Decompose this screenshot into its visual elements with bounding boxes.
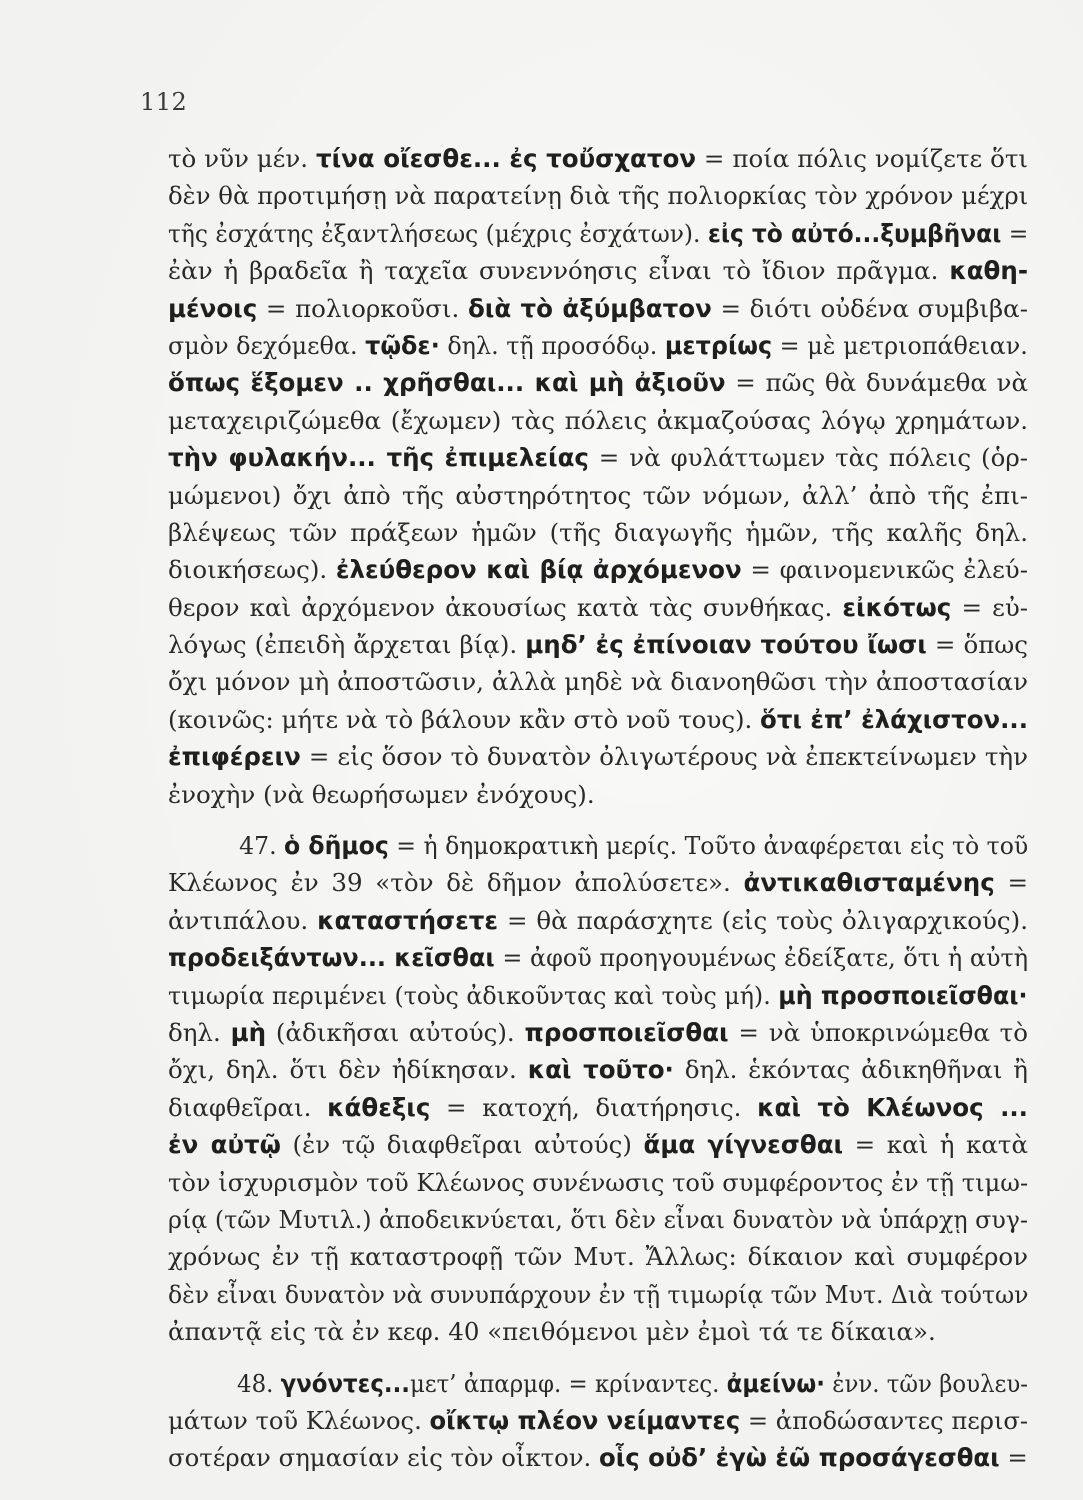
page-number: 112 [140,88,188,116]
text-run: ρίᾳ (τῶν Μυτιλ.) ἀποδεικνύεται, ὅτι δὲν εἶναι δυνατὸν νὰ ὑπάρχῃ συγ- [168,1204,1028,1234]
bold-term: καθη- [949,256,1028,286]
bold-term: ἐν αὐτῷ [168,1130,281,1160]
text-run: = καὶ ἡ κατὰ [843,1130,1028,1160]
text-run: = εἰς ὅσον τὸ δυνατὸν ὀλιγωτέρους νὰ ἐπεκτείνωμεν τὴν [300,742,1028,772]
text-run: τὸ νῦν μέν. [168,144,316,173]
bold-term: μὴ προσποιεῖσθαι· [778,980,1028,1010]
bold-term: ἀντικαθισταμένης [743,868,995,898]
text-run: τὸν ἰσχυρισμὸν τοῦ Κλέωνος συνένωσις τοῦ συμφέροντος ἐν τῇ τιμω- [168,1167,1029,1197]
text-run: διοικήσεως). [168,555,336,585]
bold-term: προσποιεῖσθαι [524,1017,729,1047]
text-run: = ποία πόλις νομίζετε ὅτι [696,144,1028,173]
text-line [168,402,1028,439]
bold-term: προδειξάντων... κεῖσθαι [168,943,495,973]
text-run: δηλ. τῇ προσόδῳ. [439,330,665,360]
text-line [168,626,1028,663]
text-run: 47. [239,831,285,861]
text-run: δὲν θὰ προτιμήσῃ νὰ παρατείνῃ διὰ τῆς πολιορκίας τὸν χρόνον μέχρι [168,181,1029,211]
bold-term: τίνα οἴεσθε... ἐς τοὔσχατον [315,144,697,173]
text-line [168,140,1028,177]
text-run: διαφθεῖραι. [168,1092,328,1122]
text-run: (ἐν τῷ διαφθεῖραι αὐτούς) [280,1130,644,1160]
text-line [168,902,1028,939]
text-line [168,364,1028,401]
bold-term: εἰς τὸ αὐτό...ξυμβῆναι [707,218,1002,248]
text-line [168,551,1028,588]
text-line [168,738,1028,775]
bold-term: ἀμείνω· [726,1368,825,1398]
text-run: ἐὰν ἡ βραδεῖα ἢ ταχεῖα συνεννόησις εἶναι τὸ ἴδιον πρᾶγμα. [168,256,950,286]
text-line [168,939,1029,976]
text-run: ὄχι μόνον μὴ ἀποστῶσιν, ἀλλὰ μηδὲ νὰ διανοηθῶσι τὴν ἀποστασίαν [168,667,1028,697]
text-run: = [999,1443,1028,1473]
text-run: = ὅπως [926,630,1028,660]
text-run: = πολιορκοῦσι. [257,293,468,323]
paragraph-48-start [168,1365,1029,1402]
text-line [168,776,1028,813]
text-line [168,701,1028,738]
text-line [168,439,1028,476]
commentary-text [168,140,1028,1477]
bold-term: εἰκότως [842,592,952,622]
text-line [168,977,1028,1014]
bold-term: μετρίως [664,330,773,360]
text-run: = [994,868,1028,898]
text-run: δηλ. [168,1017,231,1047]
text-run: (ἀδικῆσαι αὐτούς). [266,1017,525,1047]
text-line [168,1439,1028,1476]
text-run: σοτέραν σημασίαν εἰς τὸν οἶκτον. [168,1443,600,1473]
text-line [168,663,1028,700]
text-run: ἀπαντᾷ εἰς τὰ ἐν κεφ. 40 «πειθόμενοι μὲν ἐμοὶ τά τε δίκαια». [168,1317,936,1347]
text-run: μεταχειριζώμεθα (ἔχωμεν) τὰς πόλεις ἀκμαζούσας λόγῳ χρημάτων. [168,405,1028,435]
text-line [168,252,1028,289]
paragraph-47-start [168,827,1029,864]
text-run: = πῶς θὰ δυνάμεθα νὰ [725,368,1028,398]
bold-term: διὰ τὸ ἀξύμβατον [467,293,712,323]
text-line [168,477,1028,514]
text-run: σμὸν δεχόμεθα. [168,330,366,360]
text-line [168,1126,1028,1163]
text-line [168,1402,1029,1439]
text-line [168,589,1028,626]
text-run: = ἀφοῦ προηγουμένως ἐδείξατε, ὅτι ἡ αὐτὴ [494,943,1029,973]
text-run: μώμενοι) ὄχι ἀπὸ τῆς αὐστηρότητος τῶν νόμων, ἀλλ’ ἀπὸ τῆς ἐπι- [168,480,1028,510]
text-run: χρόνως ἐν τῇ καταστροφῇ τῶν Μυτ. Ἄλλως: δίκαιον καὶ συμφέρον [168,1242,1028,1272]
text-line [168,215,1029,252]
text-run: = εὐ- [951,592,1028,622]
text-run: = ἀποδώσαντες περισ- [740,1405,1029,1435]
bold-term: ἅμα γίγνεσθαι [643,1130,844,1160]
bold-term: καταστήσετε [317,905,499,935]
text-run: = κατοχή, διατήρησις. [430,1092,758,1122]
text-line [168,1051,1028,1088]
text-run: = διότι οὐδένα συμβιβα- [711,293,1028,323]
bold-term: ὅτι ἐπ’ ἐλάχιστον... [760,704,1028,734]
text-run: ἐνοχὴν (νὰ θεωρήσωμεν ἐνόχους). [168,779,595,809]
bold-term: γνόντες... [280,1368,410,1398]
text-run: = θὰ παράσχητε (εἰς τοὺς ὀλιγαρχικούς). [498,905,1029,935]
bold-term: τῷδε· [365,330,440,360]
bold-term: ἐπιφέρειν [168,742,301,772]
text-run: 48. [237,1368,281,1398]
bold-term: κάθεξις [327,1092,431,1122]
text-run: = νὰ φυλάττωμεν τὰς πόλεις (ὁρ- [588,443,1029,473]
text-run: τῆς ἐσχάτης ἐξαντλήσεως (μέχρις ἐσχάτων). [168,218,708,248]
bold-term: οἷς οὐδ’ ἐγὼ ἐῶ προσάγεσθαι [599,1443,1000,1473]
text-run: λόγως (ἐπειδὴ ἄρχεται βίᾳ). [168,630,526,660]
text-run: δηλ. ἑκόντας ἀδικηθῆναι ἢ [673,1055,1028,1085]
text-line [168,1201,1028,1238]
bold-term: μένοις [168,293,258,323]
text-run: τιμωρία περιμένει (τοὺς ἀδικοῦντας καὶ τοὺς μή). [168,980,779,1010]
bold-term: καὶ τοῦτο· [527,1055,674,1085]
text-run: μάτων τοῦ Κλέωνος. [168,1405,430,1435]
text-run: = [1001,218,1029,248]
text-run: = φαινομενικῶς ἐλεύ- [741,555,1028,585]
text-run: = ἡ δημοκρατικὴ μερίς. Τοῦτο ἀναφέρεται εἰς τὸ τοῦ [388,831,1029,861]
text-line [168,514,1028,551]
text-line [168,177,1029,214]
text-line [168,1276,1029,1313]
text-line [168,864,1028,901]
text-line [168,1238,1028,1275]
text-run: ἐνν. τῶν βουλευ- [824,1368,1029,1398]
text-run: μετ’ ἀπαρμφ. = κρίναντες. [409,1368,727,1398]
bold-term: μηδ’ ἐς ἐπίνοιαν τούτου ἴωσι [525,630,927,660]
text-line [168,1313,1028,1350]
text-run: δὲν εἶναι δυνατὸν νὰ συνυπάρχουν ἐν τῇ τιμωρίᾳ τῶν Μυτ. Διὰ τούτων [168,1279,1029,1309]
text-run: = μὲ μετριοπάθειαν. [772,330,1028,360]
text-run: Κλέωνος ἐν 39 «τὸν δὲ δῆμον ἀπολύσετε». [168,868,744,898]
text-line [168,1014,1028,1051]
bold-term: ἐλεύθερον καὶ βίᾳ ἀρχόμενον [335,555,742,585]
text-run: θερον καὶ ἀρχόμενον ἀκουσίως κατὰ τὰς συνθήκας. [168,592,843,622]
text-line [168,290,1028,327]
bold-term: οἴκτῳ πλέον νείμαντες [429,1405,741,1435]
bold-term: ὁ δῆμος [284,831,389,861]
text-run: = νὰ ὑποκρινώμεθα τὸ [728,1017,1028,1047]
text-run: (κοινῶς: μήτε νὰ τὸ βάλουν κἂν στὸ νοῦ τους). [168,704,761,734]
text-run: ὄχι, δηλ. ὅτι δὲν ἠδίκησαν. [168,1055,528,1085]
bold-term: καὶ τὸ Κλέωνος ... [757,1092,1028,1122]
text-run: ἀντιπάλου. [168,905,318,935]
bold-term: μὴ [230,1017,267,1047]
text-line [168,1164,1029,1201]
text-run: βλέψεως τῶν πράξεων ἡμῶν (τῆς διαγωγῆς ἡμῶν, τῆς καλῆς δηλ. [168,517,1028,547]
bold-term: τὴν φυλακήν... τῆς ἐπιμελείας [168,443,589,473]
text-line [168,327,1028,364]
text-line [168,1089,1028,1126]
bold-term: ὅπως ἕξομεν .. χρῆσθαι... καὶ μὴ ἀξιοῦν [168,368,726,398]
